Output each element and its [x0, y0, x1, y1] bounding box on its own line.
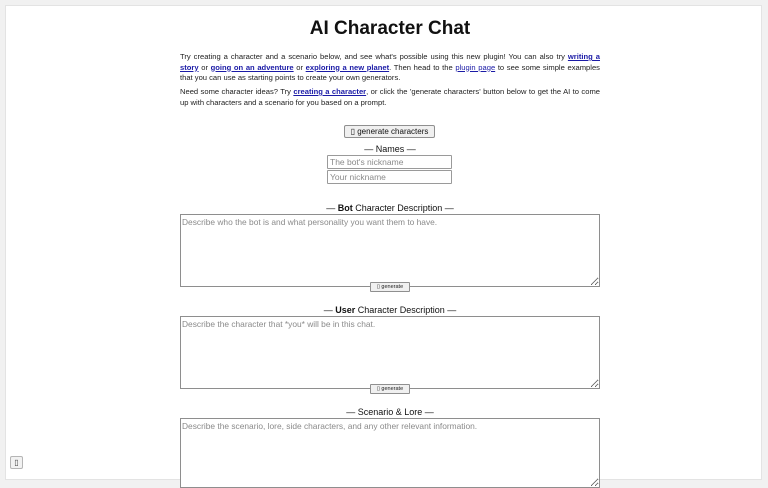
- generate-bot-description-button[interactable]: ▯ generate: [370, 282, 410, 292]
- scenario-label: — Scenario & Lore —: [346, 407, 434, 417]
- link-exploring-a-new-planet[interactable]: exploring a new planet: [305, 62, 390, 72]
- user-description-textarea[interactable]: [180, 316, 600, 389]
- link-creating-a-character[interactable]: creating a character: [293, 87, 367, 96]
- user-description-label: — User Character Description —: [323, 305, 457, 315]
- intro-paragraph: Try creating a character and a scenario below, and see what's possible using this new plugin! You can also try writing a story or going on an adventure or exploring a new planet. Then head to the plugin page to see some simple examples that you can use as starting points to create your own generators.: [180, 52, 600, 82]
- bot-description-textarea[interactable]: [180, 214, 600, 287]
- ideas-paragraph: Need some character ideas? Try creating a character, or click the 'generate characters' button below to get the AI to come up with characters and a scenario for you based on a prompt.: [180, 87, 600, 107]
- link-going-on-an-adventure[interactable]: going on an adventure: [210, 62, 294, 72]
- bot-nickname-input[interactable]: [327, 155, 452, 169]
- main-panel: [5, 5, 762, 480]
- scenario-textarea[interactable]: [180, 418, 600, 488]
- link-writing-a-story[interactable]: writing a story: [180, 52, 600, 72]
- menu-toggle-button[interactable]: [10, 456, 23, 469]
- menu-icon: ▯: [14, 458, 19, 467]
- dice-icon: ▯: [350, 127, 355, 136]
- link-plugin-page[interactable]: plugin page: [455, 62, 496, 72]
- user-nickname-input[interactable]: [327, 170, 452, 184]
- bot-description-label: — Bot Character Description —: [326, 203, 454, 213]
- generate-user-description-button[interactable]: ▯ generate: [370, 384, 410, 394]
- names-label: — Names —: [364, 144, 416, 154]
- generate-characters-label: generate characters: [357, 127, 429, 136]
- page-title: AI Character Chat: [309, 18, 471, 39]
- generate-characters-button[interactable]: [344, 125, 435, 138]
